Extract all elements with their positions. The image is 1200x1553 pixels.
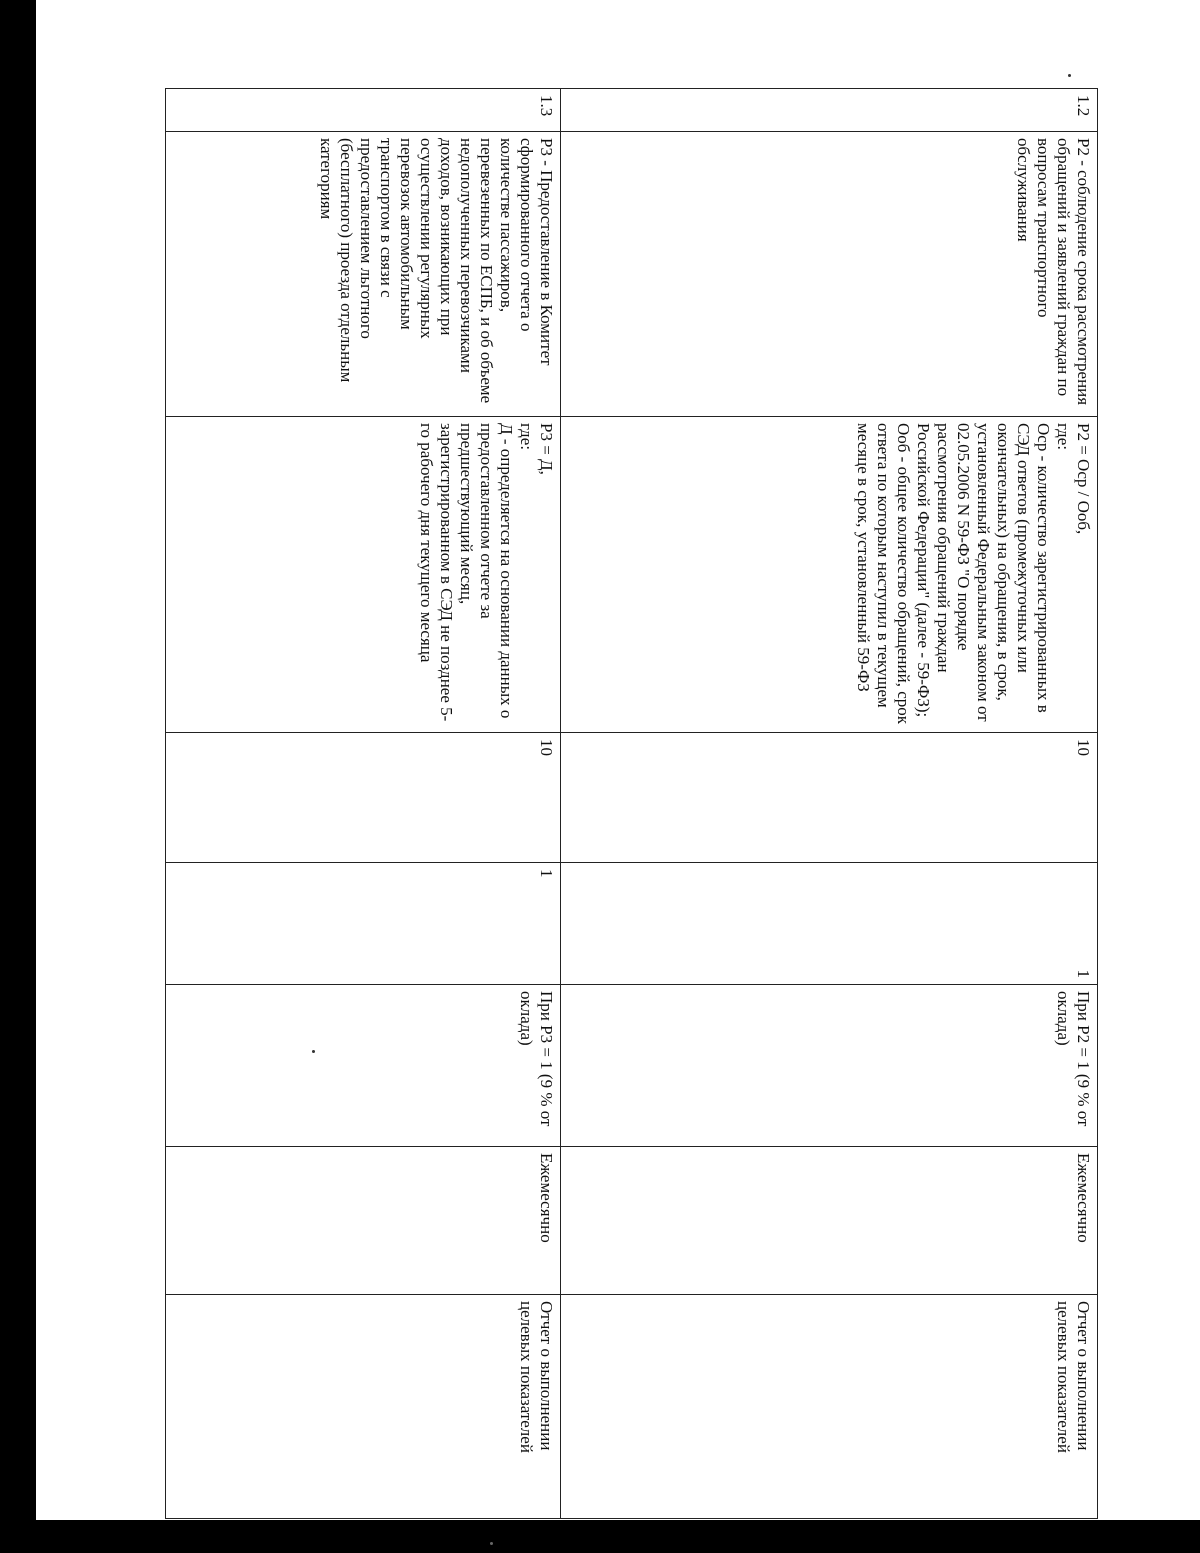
scan-border-left [0,0,36,1553]
table-row [166,89,561,1519]
rotated-page [163,88,1098,1518]
indicator-description: Р2 - соблюдение срока рассмотрения обращений и заявлений граждан по вопросам транспортного обслуживания [561,132,1098,417]
period-cell: Ежемесячно [166,1147,561,1295]
period-cell: Ежемесячно [561,1147,1098,1295]
formula-cell: Р2 = Оср / Ооб, где: Оср - количество зарегистрированных в СЭД ответов (промежуточных или окончательных) на обращения, в срок, установленный Федеральным законом от 02.05.2006 N 59-ФЗ "О порядке рассмотрения обращений граждан Российской Федерации" (далее - 59-ФЗ); Ооб - общее количество обращений, срок ответа по которым наступил в текущем месяце в срок, установленный 59-ФЗ [561,417,1098,733]
formula-cell: Р3 = Д, где: Д - определяется на основании данных о предоставленном отчете за предшествующий месяц, зарегистрированном в СЭД не позднее 5-го рабочего дня текущего месяца [166,417,561,733]
bonus-cell: При Р3 = 1 (9 % от оклада) [166,985,561,1147]
report-cell: Отчет о выполнении целевых показателей [561,1295,1098,1519]
report-cell: Отчет о выполнении целевых показателей [166,1295,561,1519]
scan-speck [1068,74,1071,77]
row-number: 1.3 [166,89,561,132]
scan-border-bottom [0,1520,1200,1553]
bonus-cell: При Р2 = 1 (9 % от оклада) [561,985,1098,1147]
scan-speck [490,1542,493,1545]
indicators-table [165,88,1098,1519]
table-row [561,89,1098,1519]
row-number: 1.2 [561,89,1098,132]
weight-cell: 10 [166,733,561,863]
target-cell: 1 [561,863,1098,985]
indicator-description: Р3 - Предоставление в Комитет сформированного отчета о количестве пассажиров, перевезенных по ЕСПБ, и об объеме недополученных перевозчиками доходов, возникающих при осуществлении регулярных перевозок автомобильным транспортом в связи с предоставлением льготного (бесплатного) проезда отдельным категориям [166,132,561,417]
target-cell: 1 [166,863,561,985]
weight-cell: 10 [561,733,1098,863]
